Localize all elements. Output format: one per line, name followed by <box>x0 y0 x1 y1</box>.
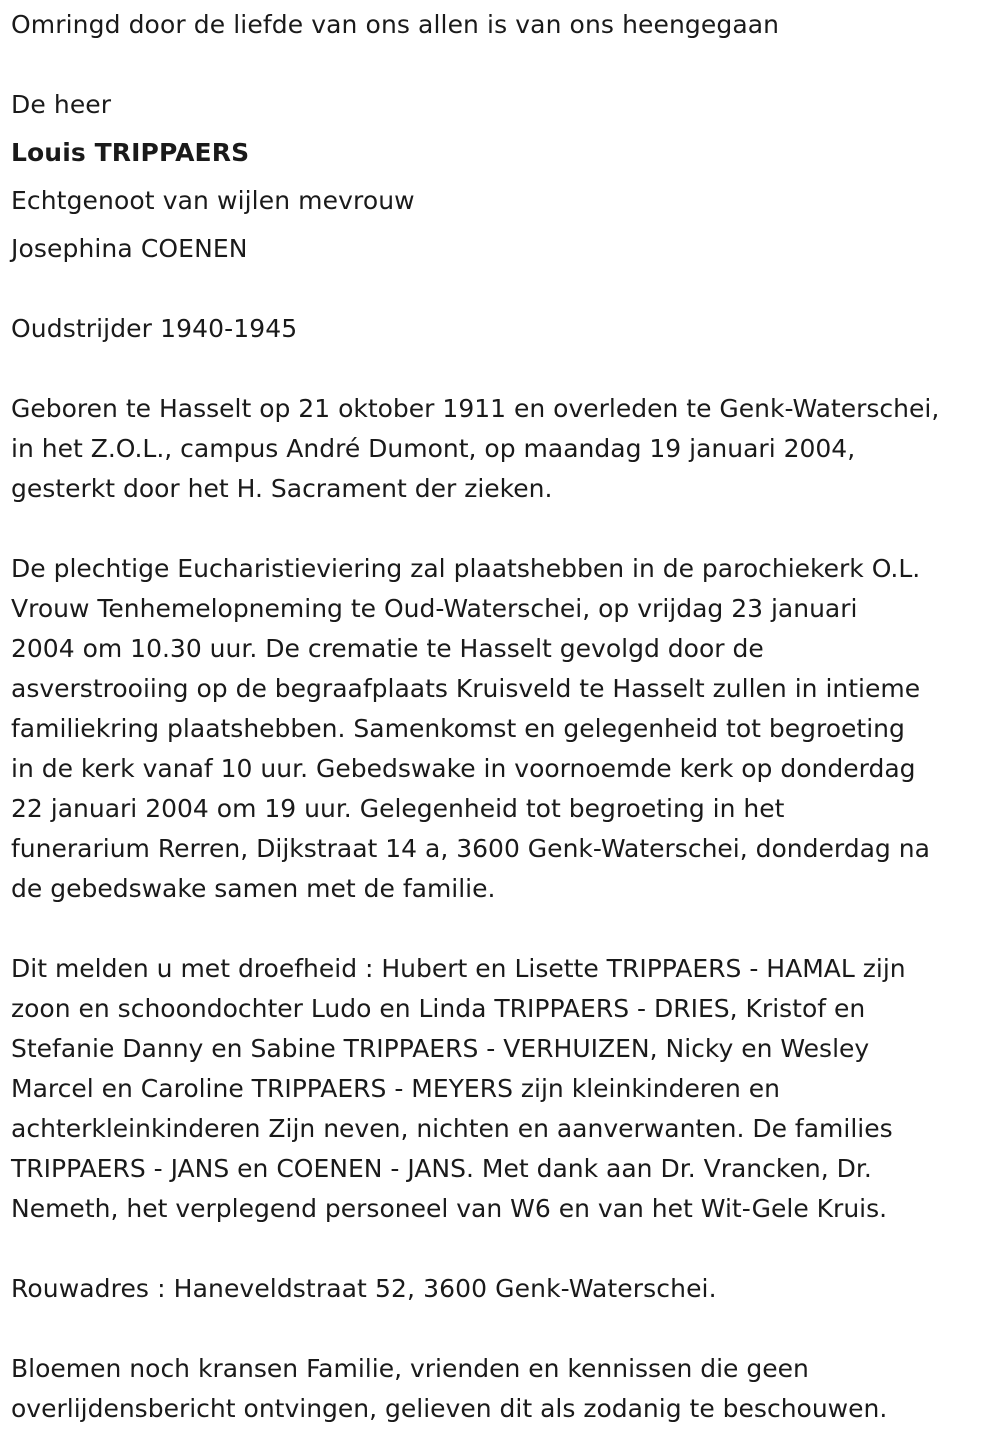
closing-paragraph <box>11 1349 887 1429</box>
salutation: De heer <box>11 90 112 119</box>
paragraph-line: Vrouw Tenhemelopneming te Oud-Waterschei, op vrijdag 23 januari <box>11 594 858 623</box>
paragraph-line: in het Z.O.L., campus André Dumont, op maandag 19 januari 2004, <box>11 434 856 463</box>
paragraph-line: asverstrooiing op de begraafplaats Kruisveld te Hasselt zullen in intieme <box>11 674 921 703</box>
paragraph-line: Dit melden u met droefheid : Hubert en Lisette TRIPPAERS - HAMAL zijn <box>11 954 906 983</box>
paragraph-line: funerarium Rerren, Dijkstraat 14 a, 3600 Genk-Waterschei, donderdag na <box>11 834 930 863</box>
paragraph-line: familiekring plaatshebben. Samenkomst en gelegenheid tot begroeting <box>11 714 905 743</box>
paragraph-line: Nemeth, het verplegend personeel van W6 en van het Wit-Gele Kruis. <box>11 1194 888 1223</box>
paragraph-line: gesterkt door het H. Sacrament der zieken. <box>11 474 553 503</box>
spouse-name: Josephina COENEN <box>11 234 248 263</box>
veteran-text: Oudstrijder 1940-1945 <box>11 314 298 343</box>
spouse-line: Echtgenoot van wijlen mevrouw <box>11 186 415 215</box>
paragraph-line: TRIPPAERS - JANS en COENEN - JANS. Met dank aan Dr. Vrancken, Dr. <box>11 1154 872 1183</box>
paragraph-line: Geboren te Hasselt op 21 oktober 1911 en overleden te Genk-Waterschei, <box>11 394 940 423</box>
paragraph-line: zoon en schoondochter Ludo en Linda TRIPPAERS - DRIES, Kristof en <box>11 994 866 1023</box>
deceased-name: Louis TRIPPAERS <box>11 138 250 167</box>
intro-text: Omringd door de liefde van ons allen is van ons heengegaan <box>11 10 780 39</box>
paragraph-line: Marcel en Caroline TRIPPAERS - MEYERS zijn kleinkinderen en <box>11 1074 780 1103</box>
paragraph-line: Bloemen noch kransen Familie, vrienden en kennissen die geen <box>11 1354 809 1383</box>
birth-death-paragraph <box>11 389 939 509</box>
paragraph-line: de gebedswake samen met de familie. <box>11 874 496 903</box>
ceremony-paragraph <box>11 549 930 909</box>
paragraph-line: Stefanie Danny en Sabine TRIPPAERS - VERHUIZEN, Nicky en Wesley <box>11 1034 870 1063</box>
paragraph-line: De plechtige Eucharistieviering zal plaatshebben in de parochiekerk O.L. <box>11 554 921 583</box>
announcement-paragraph <box>11 949 906 1229</box>
paragraph-line: overlijdensbericht ontvingen, gelieven dit als zodanig te beschouwen. <box>11 1394 888 1423</box>
paragraph-line: 2004 om 10.30 uur. De crematie te Hasselt gevolgd door de <box>11 634 764 663</box>
paragraph-line: achterkleinkinderen Zijn neven, nichten en aanverwanten. De families <box>11 1114 893 1143</box>
paragraph-line: in de kerk vanaf 10 uur. Gebedswake in voornoemde kerk op donderdag <box>11 754 916 783</box>
paragraph-line: 22 januari 2004 om 19 uur. Gelegenheid tot begroeting in het <box>11 794 785 823</box>
mourning-address: Rouwadres : Haneveldstraat 52, 3600 Genk-Waterschei. <box>11 1274 717 1303</box>
